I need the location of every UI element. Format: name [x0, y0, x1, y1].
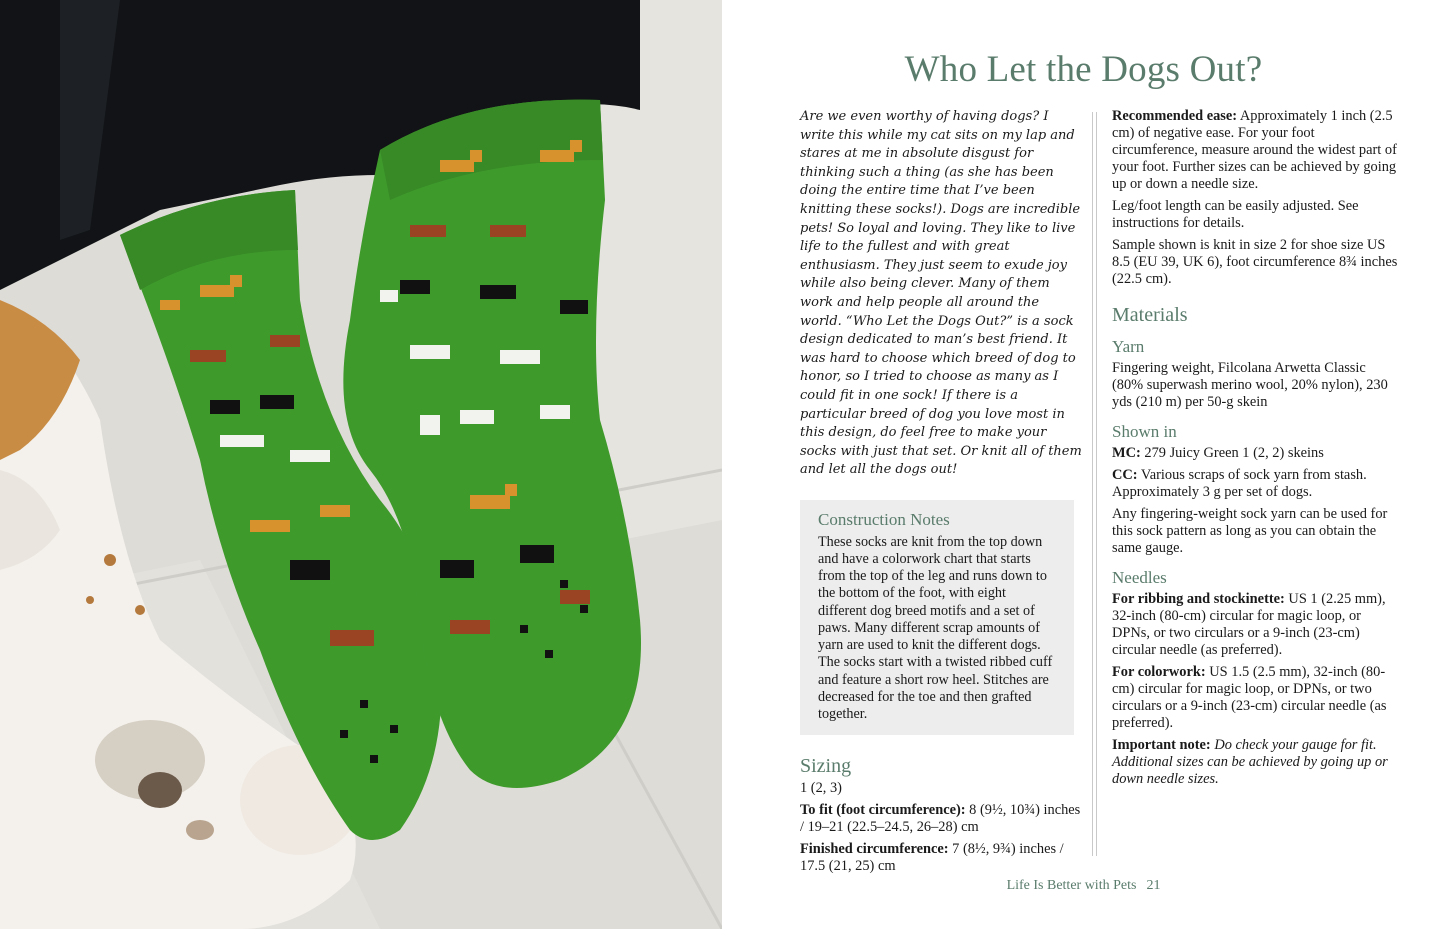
finished-paragraph	[800, 841, 1082, 875]
cc-paragraph	[1112, 467, 1400, 501]
finished-value: 7 (8½, 9¾) inches / 17.5 (21, 25) cm	[800, 841, 1064, 875]
ease-value: Approximately 1 inch (2.5 cm) of negative ease. For your foot circumference, measure around the widest part of your foot. Further sizes can be achieved by going up or down a needle size.	[1112, 108, 1397, 192]
cc-label: CC:	[1112, 467, 1138, 483]
footer-book-title: Life Is Better with Pets	[1006, 878, 1137, 893]
construction-notes-box	[800, 500, 1074, 735]
page-number: 21	[1146, 878, 1161, 893]
cc-value: Various scraps of sock yarn from stash. Approximately 3 g per set of dogs.	[1112, 467, 1367, 500]
sizing-section	[800, 755, 1082, 875]
page-footer	[722, 878, 1445, 894]
needles-heading: Needles	[1112, 568, 1167, 587]
pattern-title: Who Let the Dogs Out?	[904, 49, 1263, 90]
right-column	[1112, 108, 1400, 793]
construction-notes-text: These socks are knit from the top down and have a colorwork chart that starts from the top of the leg and runs down to the bottom of the foot, with eight different dog breed motifs and a set of paws. Many different scrap amounts of yarn are used to knit the different dogs. The socks start with a twisted ribbed cuff and feature a short row heel. Stitches are decreased for the toe and then grafted together.	[818, 533, 1053, 722]
ribbing-value: US 1 (2.25 mm), 32-inch (80-cm) circular for magic loop, or DPNs, or two circulars or a 9-inch (23-cm) circular needle (as preferred).	[1112, 591, 1386, 658]
important-value: Do check your gauge for fit. Additional sizes can be achieved by going up or down needle sizes.	[1112, 737, 1388, 787]
sizing-sizes: 1 (2, 3)	[800, 780, 842, 797]
mc-paragraph	[1112, 445, 1400, 462]
yarn-heading: Yarn	[1112, 337, 1145, 356]
colorwork-paragraph	[1112, 664, 1400, 732]
pattern-page	[722, 0, 1445, 929]
ease-label: Recommended ease:	[1112, 108, 1238, 124]
mc-label: MC:	[1112, 445, 1141, 461]
legfoot-paragraph: Leg/foot length can be easily adjusted. See instructions for details.	[1112, 198, 1359, 231]
sock-photo	[0, 0, 722, 929]
sample-paragraph: Sample shown is knit in size 2 for shoe size US 8.5 (EU 39, UK 6), foot circumference 8¾ inches (22.5 cm).	[1112, 237, 1398, 287]
intro-text: Are we even worthy of having dogs? I write this while my cat sits on my lap and stares at me in absolute disgust for thinking such a thing (as she has been doing the entire time that I’ve been knitting these socks!). Dogs are incredible pets! So loyal and loving. They like to live life to the fullest and with great enthusiasm. They just seem to exude joy while also being clever. Many of them work and help people all around the world. “Who Let the Dogs Out?” is a sock design dedicated to man’s best friend. It was hard to choose which breed of dog to honor, so I tried to choose as many as I could fit in one sock! If there is a particular breed of dog you love most in this design, do feel free to make your socks with just that set. Or knit all of them and let all the dogs out!	[800, 109, 1082, 478]
mc-value: 279 Juicy Green 1 (2, 2) skeins	[1140, 445, 1324, 461]
materials-heading: Materials	[1112, 304, 1188, 326]
left-column	[800, 108, 1082, 880]
colorwork-label: For colorwork:	[1112, 664, 1206, 680]
column-divider	[1092, 112, 1097, 856]
important-label: Important note:	[1112, 737, 1211, 753]
colorwork-value: US 1.5 (2.5 mm), 32-inch (80-cm) circular for magic loop, or DPNs, or two circulars or a 9-inch (23-cm) circular needle (as preferred).	[1112, 664, 1387, 731]
fit-paragraph	[800, 802, 1082, 836]
fit-value: 8 (9½, 10¾) inches / 19–21 (22.5–24.5, 26–28) cm	[800, 802, 1081, 836]
ease-paragraph	[1112, 108, 1400, 193]
yarn-text: Fingering weight, Filcolana Arwetta Classic (80% superwash merino wool, 20% nylon), 230 yds (210 m) per 50-g skein	[1112, 360, 1388, 410]
sock-photo-illustration	[0, 0, 722, 929]
fit-label: To fit (foot circumference):	[800, 802, 966, 819]
ribbing-paragraph	[1112, 591, 1400, 659]
finished-label: Finished circumference:	[800, 841, 949, 858]
any-yarn-paragraph: Any fingering-weight sock yarn can be used for this sock pattern as long as you can obtain the same gauge.	[1112, 506, 1388, 556]
ribbing-label: For ribbing and stockinette:	[1112, 591, 1285, 607]
important-paragraph	[1112, 737, 1400, 788]
shown-in-heading: Shown in	[1112, 422, 1177, 441]
construction-notes-heading: Construction Notes	[818, 509, 950, 529]
sizing-heading: Sizing	[800, 755, 852, 778]
